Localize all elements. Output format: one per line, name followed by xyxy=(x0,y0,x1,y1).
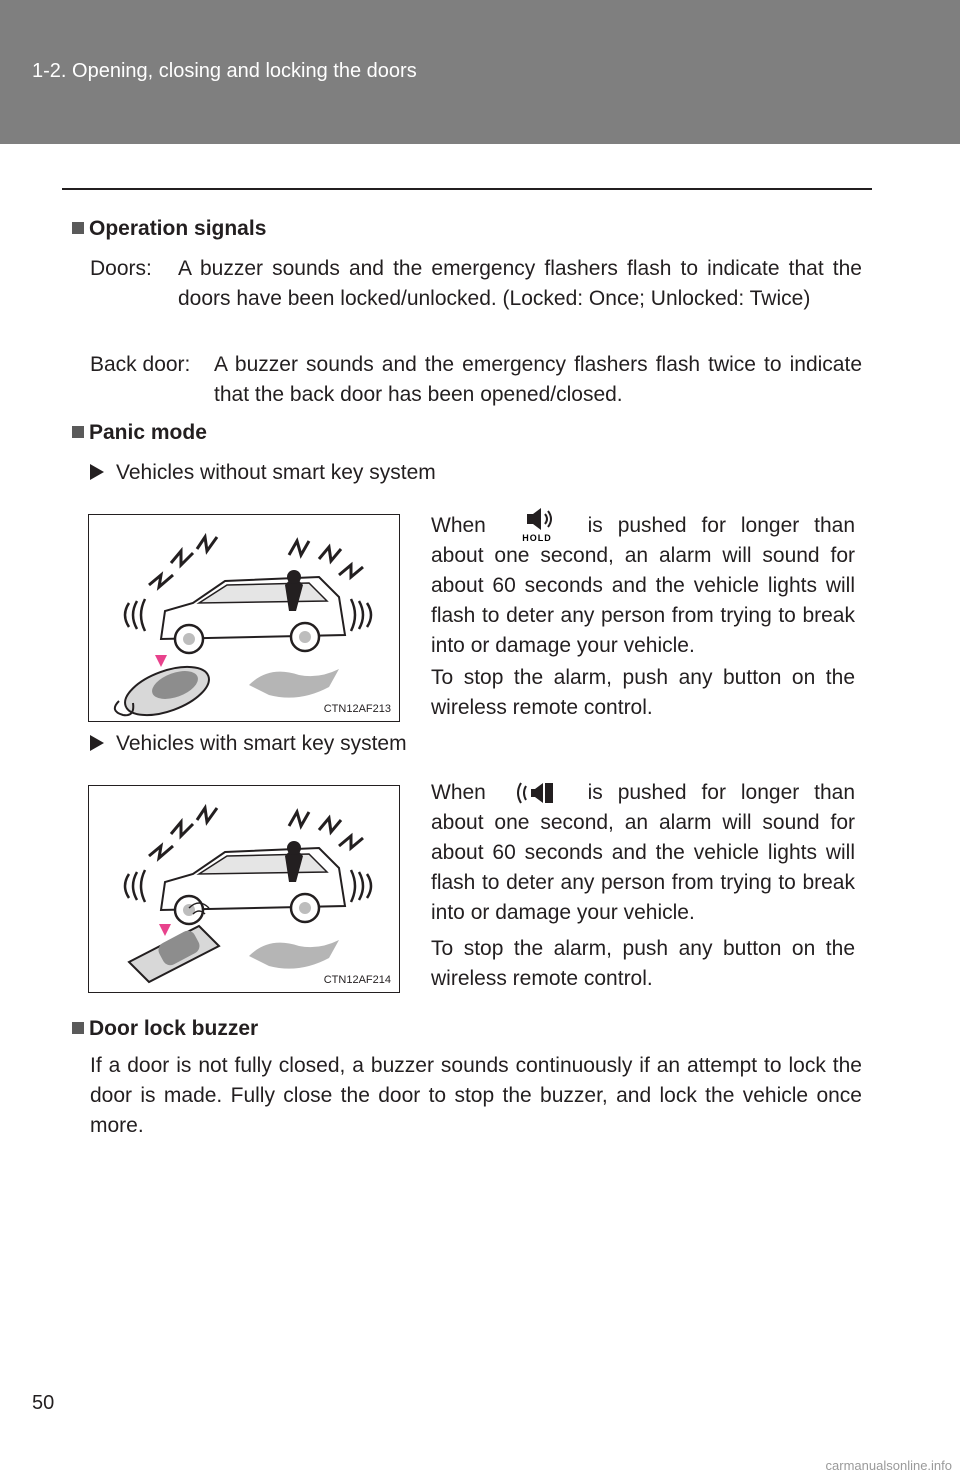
panic-stop-no-smart-key: To stop the alarm, push any button on the wireless remote control. xyxy=(431,666,855,719)
panic-text-no-smart-key: When HOLD is pushed for longer than about one second, an alarm will sound for about 60 seconds and the vehicle lights will flash to deter any person from trying to break into or damage your vehicle. xyxy=(431,508,855,661)
car-alarm-illustration xyxy=(89,786,399,992)
triangle-arrow-icon xyxy=(90,464,104,480)
figure-code: CTN12AF213 xyxy=(323,703,391,715)
triangle-arrow-icon xyxy=(90,735,104,751)
panic-stop-smart-key: To stop the alarm, push any button on the wireless remote control. xyxy=(431,937,855,990)
page-number: 50 xyxy=(32,1392,55,1414)
header-rule xyxy=(62,188,872,190)
section-title: 1-2. Opening, closing and locking the doors xyxy=(32,60,417,82)
door-lock-buzzer-text: If a door is not fully closed, a buzzer sounds continuously if an attempt to lock the door is made. Fully close the door to stop the buzzer, and lock the vehicle once more. xyxy=(90,1054,862,1137)
panic-hold-button-icon xyxy=(501,508,573,542)
panic-mode-heading: Panic mode xyxy=(72,421,207,445)
sub-heading-smart-key: Vehicles with smart key system xyxy=(90,732,407,756)
back-door-text: A buzzer sounds and the emergency flashers flash twice to indicate that the back door has been opened/closed. xyxy=(214,353,862,406)
page-header xyxy=(0,0,960,144)
operation-signals-heading: Operation signals xyxy=(72,217,266,241)
back-door-label: Back door: xyxy=(90,353,191,376)
doors-text: A buzzer sounds and the emergency flashers flash to indicate that the doors have been locked/unlocked. (Locked: Once; Unlocked: Twice) xyxy=(178,257,862,310)
car-alarm-illustration xyxy=(89,515,399,721)
illustration-no-smart-key xyxy=(88,514,400,722)
panic-text-smart-key: When is pushed for longer than about one second, an alarm will sound for about 60 seconds and the vehicle lights will flash to deter any person from trying to break into or damage your vehicle. xyxy=(431,781,855,924)
doors-label: Doors: xyxy=(90,257,152,280)
panic-button-icon xyxy=(501,781,573,805)
watermark: carmanualsonline.info xyxy=(825,1458,952,1473)
square-bullet-icon xyxy=(72,222,84,234)
square-bullet-icon xyxy=(72,426,84,438)
svg-text:HOLD: HOLD xyxy=(522,533,552,542)
door-lock-buzzer-heading: Door lock buzzer xyxy=(72,1017,258,1041)
sub-heading-no-smart-key: Vehicles without smart key system xyxy=(90,461,436,485)
illustration-smart-key xyxy=(88,785,400,993)
figure-code: CTN12AF214 xyxy=(323,974,391,986)
square-bullet-icon xyxy=(72,1022,84,1034)
